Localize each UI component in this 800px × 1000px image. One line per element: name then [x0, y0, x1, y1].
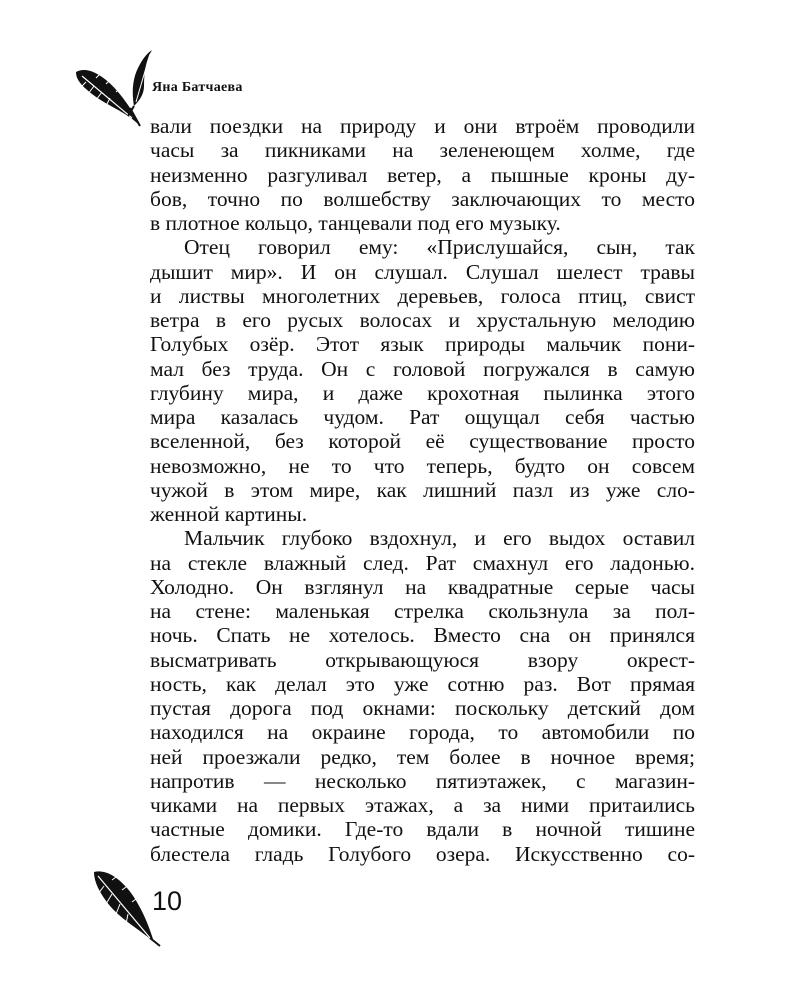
- author-name: Яна Батчаева: [152, 80, 243, 95]
- text-line: бов, точно по волшебству заключающих то место: [150, 186, 695, 211]
- text-line: и листвы многолетних деревьев, голоса птиц, свист: [150, 283, 695, 308]
- text-line: блестела гладь Голубого озера. Искусственно со-: [150, 841, 695, 866]
- text-line: женной картины.: [150, 502, 308, 526]
- text-line: ветра в его русых волосах и хрустальную мелодию: [150, 308, 695, 332]
- text-line: дышит мир». И он слушал. Слушал шелест травы: [150, 259, 695, 284]
- text-line: Голубых озёр. Этот язык природы мальчик пони-: [150, 332, 695, 357]
- text-line: мал без труда. Он с головой погружался в самую: [150, 356, 695, 381]
- text-line: в плотное кольцо, танцевали под его музыку.: [150, 211, 561, 235]
- text-line: мира казалась чудом. Рат ощущал себя частью: [150, 405, 695, 429]
- text-line: вселенной, без которой её существование просто: [150, 429, 695, 454]
- text-line: Холодно. Он взглянул на квадратные серые часы: [150, 574, 695, 599]
- text-line: глубину мира, и даже крохотная пылинка этого: [150, 380, 695, 405]
- text-line: высматривать открывающуюся взору окрест-: [150, 647, 695, 672]
- feather-ornament-icon: [72, 42, 162, 132]
- text-line: часы за пикниками на зеленеющем холме, где: [150, 138, 695, 163]
- paragraph-start-line: Мальчик глубоко вздохнул, и его выдох оставил: [184, 526, 695, 551]
- text-line: невозможно, не то что теперь, будто он совсем: [150, 453, 695, 478]
- text-line: напротив — несколько пятиэтажек, с магазин-: [150, 768, 695, 793]
- text-line: чиками на первых этажах, а за ними притаились: [150, 793, 695, 817]
- text-line: частные домики. Где-то вдали в ночной тишине: [150, 817, 695, 842]
- text-line: ность, как делал это уже сотню раз. Вот прямая: [150, 671, 695, 696]
- paragraph-start-line: Отец говорил ему: «Прислушайся, сын, так: [184, 235, 695, 260]
- text-line: пустая дорога под окнами: поскольку детский дом: [150, 696, 695, 720]
- text-line: находился на окраине города, то автомобили по: [150, 720, 695, 745]
- text-line: ночь. Спать не хотелось. Вместо сна он принялся: [150, 623, 695, 648]
- body-text: [150, 114, 695, 866]
- text-line: ней проезжали редко, тем более в ночное время;: [150, 744, 695, 769]
- text-line: на стекле влажный след. Рат смахнул его ладонью.: [150, 550, 695, 575]
- page-number: 10: [152, 886, 183, 916]
- text-line: чужой в этом мире, как лишний пазл из уже сло-: [150, 477, 695, 502]
- text-line: неизменно разгуливал ветер, а пышные кроны ду-: [150, 162, 695, 187]
- text-line: на стене: маленькая стрелка скользнула за пол-: [150, 599, 695, 623]
- text-line: вали поездки на природу и они втроём проводили: [150, 114, 695, 138]
